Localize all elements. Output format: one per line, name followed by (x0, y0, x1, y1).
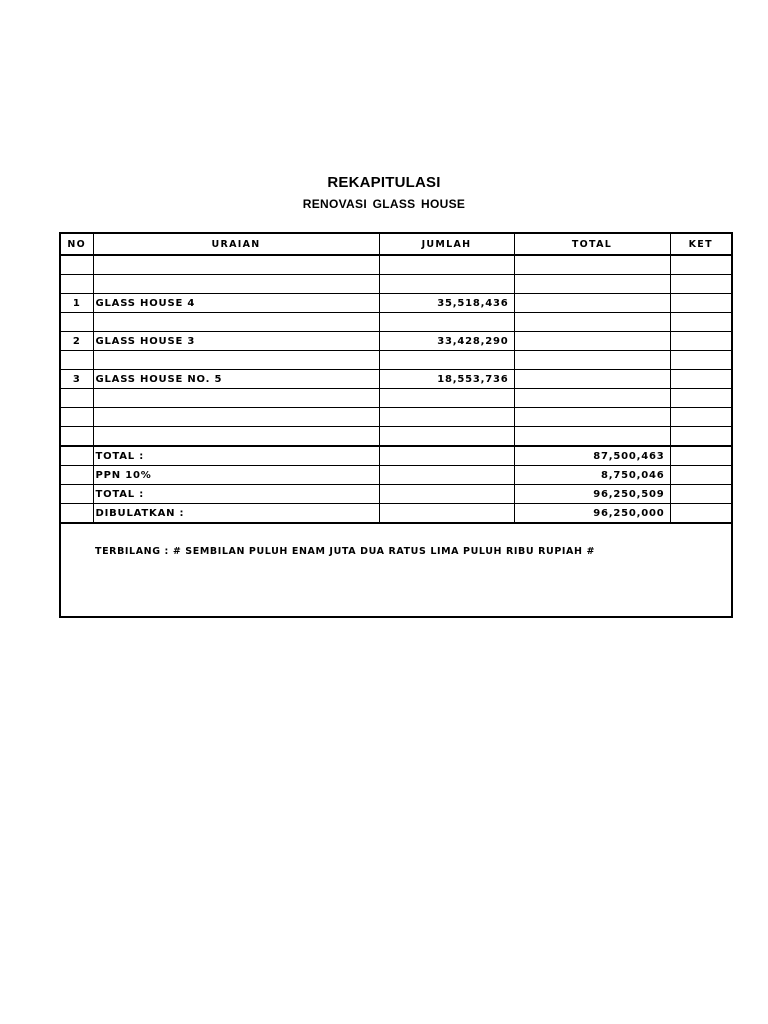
header-ket: KET (670, 233, 732, 255)
cell-no (60, 427, 93, 447)
cell-ket (670, 389, 732, 408)
summary-value: 8,750,046 (514, 466, 670, 485)
summary-row-total (60, 446, 732, 466)
table-row (60, 370, 732, 389)
cell-uraian: GLASS HOUSE NO. 5 (93, 370, 379, 389)
cell-jumlah (379, 408, 514, 427)
summary-label: PPN 10% (93, 466, 379, 485)
cell-no (60, 408, 93, 427)
table-row (60, 408, 732, 427)
terbilang-text: TERBILANG : # SEMBILAN PULUH ENAM JUTA DUA RATUS LIMA PULUH RIBU RUPIAH # (60, 523, 732, 617)
cell-uraian (93, 389, 379, 408)
summary-row-dibulatkan (60, 504, 732, 524)
cell-ket (670, 275, 732, 294)
header-total: TOTAL (514, 233, 670, 255)
cell-no (60, 255, 93, 275)
cell-jumlah: 33,428,290 (379, 332, 514, 351)
cell-no (60, 275, 93, 294)
summary-ket-blank (670, 446, 732, 466)
cell-ket (670, 427, 732, 447)
cell-no (60, 313, 93, 332)
summary-value: 96,250,509 (514, 485, 670, 504)
header-jumlah: JUMLAH (379, 233, 514, 255)
document-subtitle: RENOVASI GLASS HOUSE (302, 197, 466, 211)
cell-no: 3 (60, 370, 93, 389)
cell-total (514, 408, 670, 427)
document-title: REKAPITULASI (327, 174, 441, 191)
cell-ket (670, 255, 732, 275)
summary-label: DIBULATKAN : (93, 504, 379, 524)
summary-value: 96,250,000 (514, 504, 670, 524)
cell-ket (670, 408, 732, 427)
cell-ket (670, 370, 732, 389)
table-row (60, 351, 732, 370)
summary-jumlah-blank (379, 446, 514, 466)
table-row (60, 389, 732, 408)
cell-total (514, 313, 670, 332)
cell-ket (670, 332, 732, 351)
cell-total (514, 370, 670, 389)
cell-jumlah (379, 255, 514, 275)
cell-total (514, 255, 670, 275)
summary-label: TOTAL : (93, 446, 379, 466)
cell-uraian (93, 313, 379, 332)
table-row (60, 313, 732, 332)
cell-jumlah (379, 351, 514, 370)
cell-uraian (93, 427, 379, 447)
summary-ket-blank (670, 466, 732, 485)
cell-total (514, 427, 670, 447)
summary-jumlah-blank (379, 466, 514, 485)
summary-jumlah-blank (379, 504, 514, 524)
summary-row-ppn (60, 466, 732, 485)
cell-ket (670, 294, 732, 313)
cell-total (514, 351, 670, 370)
summary-no-blank (60, 446, 93, 466)
cell-no (60, 351, 93, 370)
cell-uraian (93, 408, 379, 427)
cell-ket (670, 313, 732, 332)
recap-table (59, 232, 733, 618)
summary-no-blank (60, 504, 93, 524)
cell-jumlah: 18,553,736 (379, 370, 514, 389)
table-header-row (60, 233, 732, 255)
table-row (60, 427, 732, 447)
cell-ket (670, 351, 732, 370)
summary-no-blank (60, 485, 93, 504)
cell-jumlah (379, 275, 514, 294)
cell-jumlah (379, 313, 514, 332)
cell-total (514, 332, 670, 351)
table-row (60, 275, 732, 294)
summary-ket-blank (670, 504, 732, 524)
summary-ket-blank (670, 485, 732, 504)
terbilang-row (60, 523, 732, 617)
cell-jumlah (379, 427, 514, 447)
cell-total (514, 294, 670, 313)
summary-label: TOTAL : (93, 485, 379, 504)
table-row (60, 332, 732, 351)
cell-uraian (93, 255, 379, 275)
summary-jumlah-blank (379, 485, 514, 504)
cell-uraian (93, 351, 379, 370)
table-row (60, 255, 732, 275)
header-no: NO (60, 233, 93, 255)
cell-uraian: GLASS HOUSE 4 (93, 294, 379, 313)
summary-no-blank (60, 466, 93, 485)
cell-total (514, 389, 670, 408)
cell-jumlah: 35,518,436 (379, 294, 514, 313)
cell-uraian (93, 275, 379, 294)
cell-total (514, 275, 670, 294)
summary-value: 87,500,463 (514, 446, 670, 466)
cell-no: 1 (60, 294, 93, 313)
cell-no: 2 (60, 332, 93, 351)
cell-jumlah (379, 389, 514, 408)
cell-no (60, 389, 93, 408)
cell-uraian: GLASS HOUSE 3 (93, 332, 379, 351)
summary-row-grand-total (60, 485, 732, 504)
header-uraian: URAIAN (93, 233, 379, 255)
table-row (60, 294, 732, 313)
